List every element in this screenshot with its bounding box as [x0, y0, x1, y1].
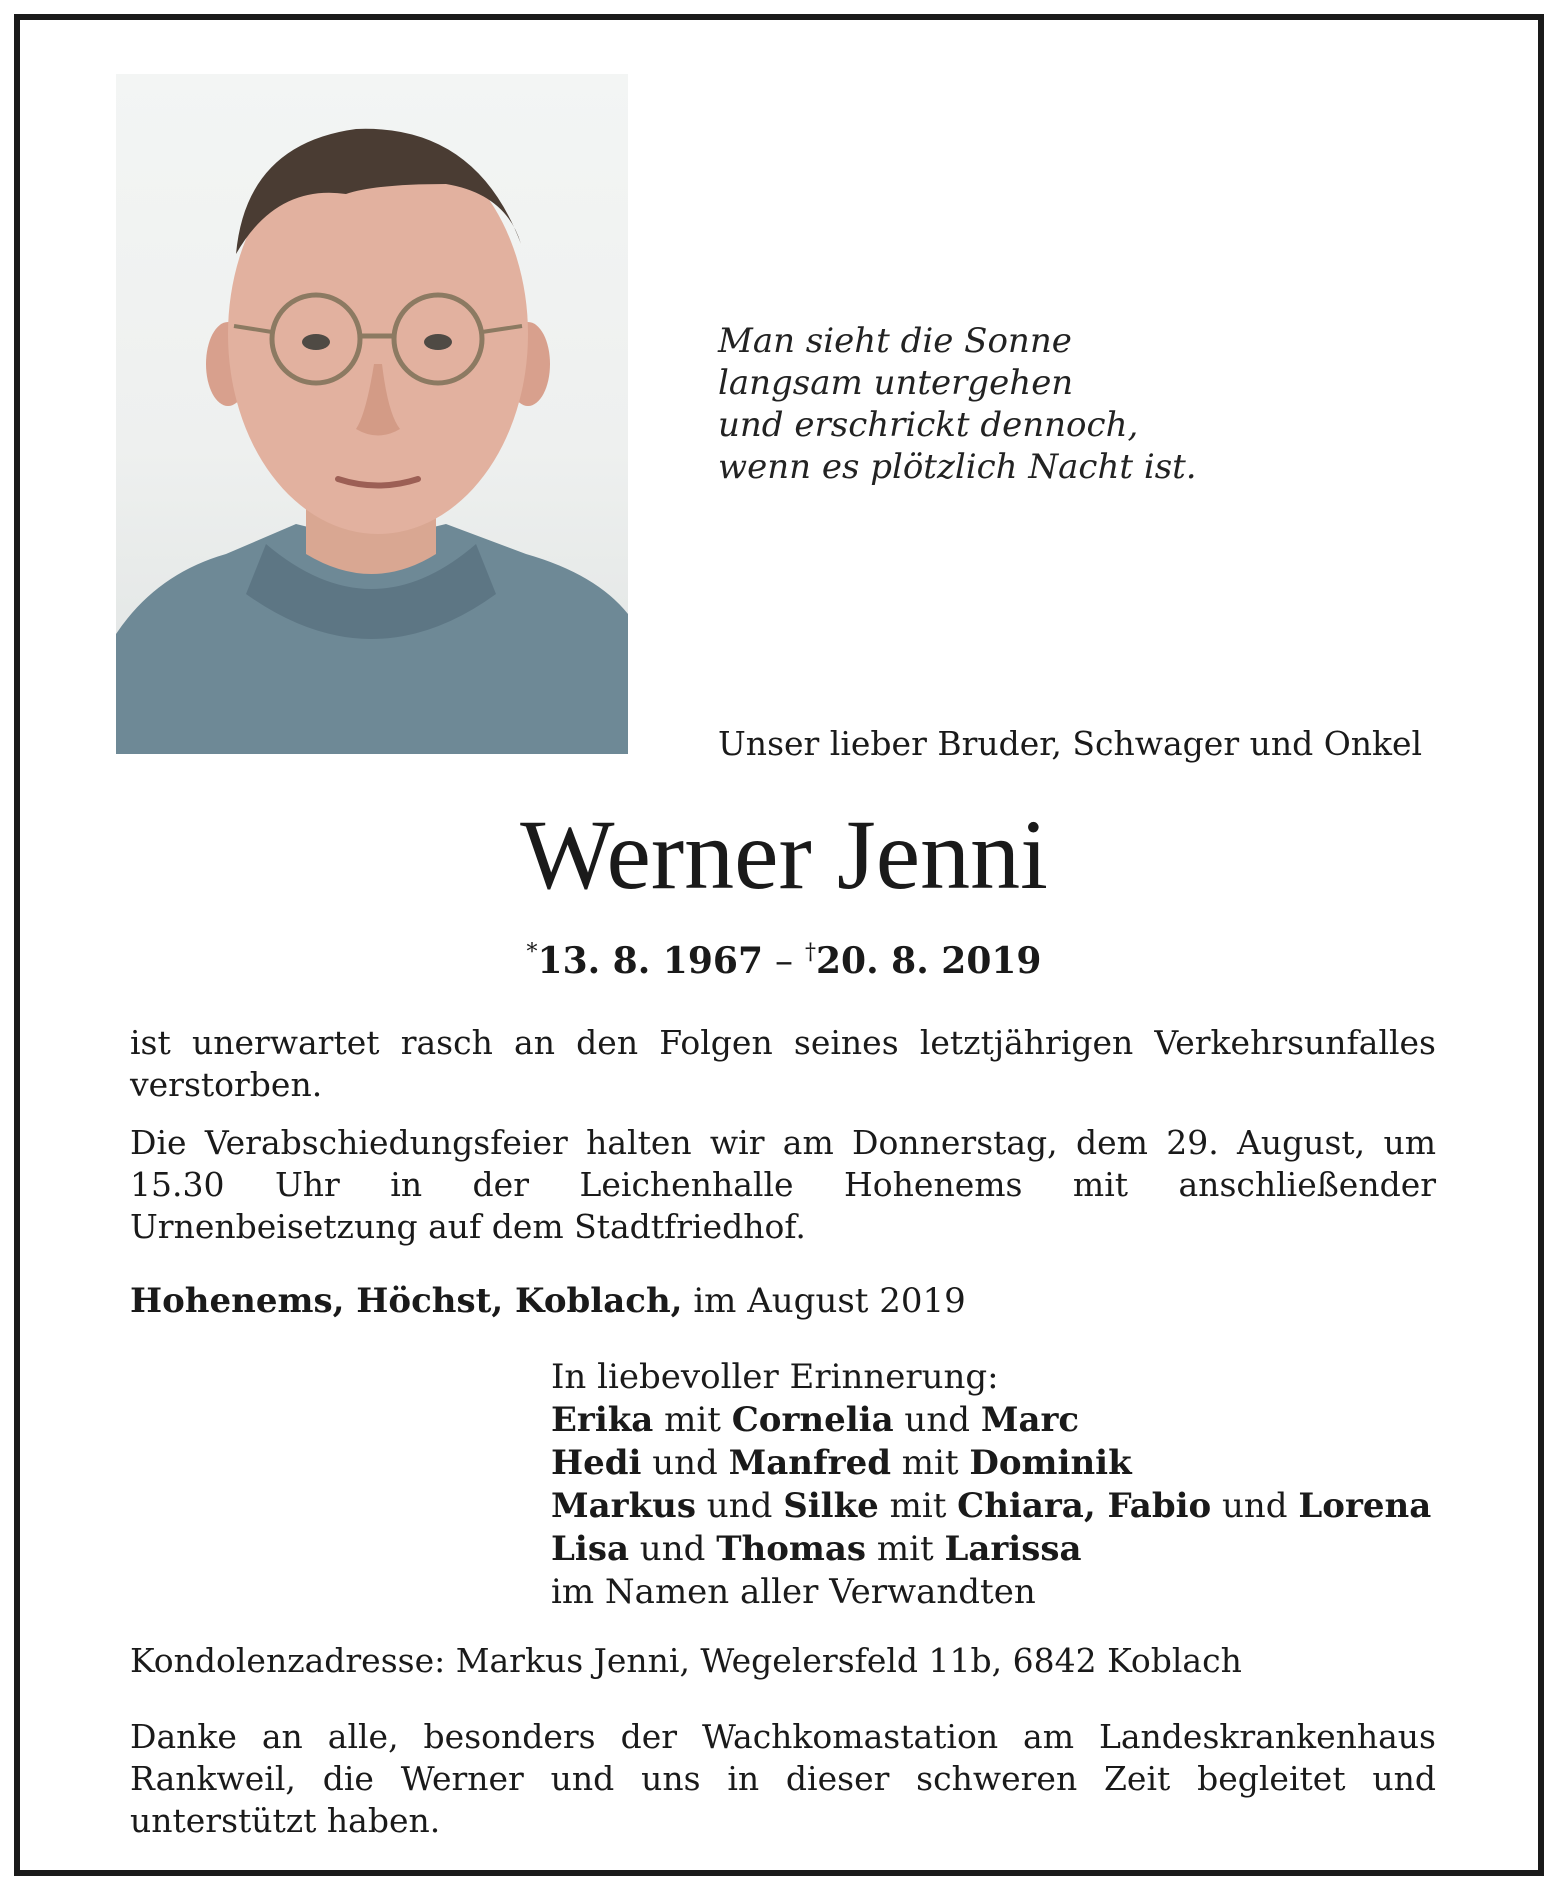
mourners-line: [551, 1442, 1431, 1485]
connector-word: und: [696, 1486, 784, 1526]
connector-word: und: [641, 1443, 729, 1483]
memory-footer: im Namen aller Verwandten: [551, 1572, 1036, 1612]
birth-symbol: *: [526, 940, 538, 965]
portrait-image: [116, 74, 628, 754]
intro-line: Unser lieber Bruder, Schwager und Onkel: [718, 724, 1423, 763]
verse-line: wenn es plötzlich Nacht ist.: [718, 447, 1197, 487]
paragraph-ceremony: Die Verabschiedungsfeier halten wir am Donnerstag, dem 29. August, um 15.30 Uhr in der Leichenhalle Hohenems mit anschließender Urnenbeisetzung auf dem Stadtfriedhof.: [130, 1123, 1436, 1246]
mourner-name: Thomas: [716, 1529, 867, 1569]
memory-heading: In liebevoller Erinnerung:: [551, 1357, 999, 1397]
mourners-line: [551, 1485, 1431, 1528]
place-towns: Hohenems, Höchst, Koblach,: [130, 1281, 683, 1321]
mourner-name: Marc: [980, 1400, 1080, 1440]
life-dates: [0, 940, 1568, 982]
date-separator: –: [775, 941, 793, 982]
paragraph-death-notice: ist unerwartet rasch an den Folgen seines letztjährigen Verkehrsunfalles verstorben.: [130, 1023, 1436, 1104]
death-symbol: †: [805, 940, 816, 965]
death-date: 20. 8. 2019: [816, 940, 1042, 982]
mourner-name: Silke: [783, 1486, 879, 1526]
connector-word: und: [629, 1529, 717, 1569]
mourner-name: Hedi: [551, 1443, 642, 1483]
connector-word: mit: [653, 1400, 732, 1440]
birth-date: 13. 8. 1967: [537, 940, 763, 982]
verse-line: und erschrickt dennoch,: [718, 405, 1139, 445]
verse: [718, 320, 1278, 488]
mourner-name: Cornelia: [731, 1400, 894, 1440]
condolence-address: Kondolenzadresse: Markus Jenni, Wegelersfeld 11b, 6842 Koblach: [130, 1641, 1242, 1680]
mourners-list: [551, 1399, 1431, 1571]
verse-line: langsam untergehen: [718, 363, 1074, 403]
connector-word: mit: [878, 1486, 958, 1526]
mourner-name: Larissa: [944, 1529, 1082, 1569]
paragraph-thanks: Danke an alle, besonders der Wachkomastation am Landeskrankenhaus Rankweil, die Werner und uns in dieser schweren Zeit begleitet und unterstützt haben.: [130, 1717, 1436, 1840]
mourner-name: Dominik: [969, 1443, 1132, 1483]
place-month: im August 2019: [693, 1281, 966, 1321]
mourner-name: Lisa: [551, 1529, 629, 1569]
connector-word: und: [893, 1400, 981, 1440]
deceased-name: Werner Jenni: [520, 799, 1048, 910]
connector-word: mit: [866, 1529, 945, 1569]
mourner-name: Manfred: [728, 1443, 891, 1483]
place-date: [130, 1280, 966, 1322]
memory-block: [551, 1356, 1431, 1614]
portrait-photo: [116, 74, 628, 754]
verse-line: Man sieht die Sonne: [718, 321, 1072, 361]
mourner-name: Markus: [551, 1486, 696, 1526]
mourner-name: Chiara, Fabio: [957, 1486, 1212, 1526]
mourner-name: Erika: [551, 1400, 654, 1440]
connector-word: mit: [890, 1443, 970, 1483]
mourner-name: Lorena: [1298, 1486, 1432, 1526]
mourners-line: [551, 1399, 1431, 1442]
mourners-line: [551, 1528, 1431, 1571]
connector-word: und: [1211, 1486, 1299, 1526]
